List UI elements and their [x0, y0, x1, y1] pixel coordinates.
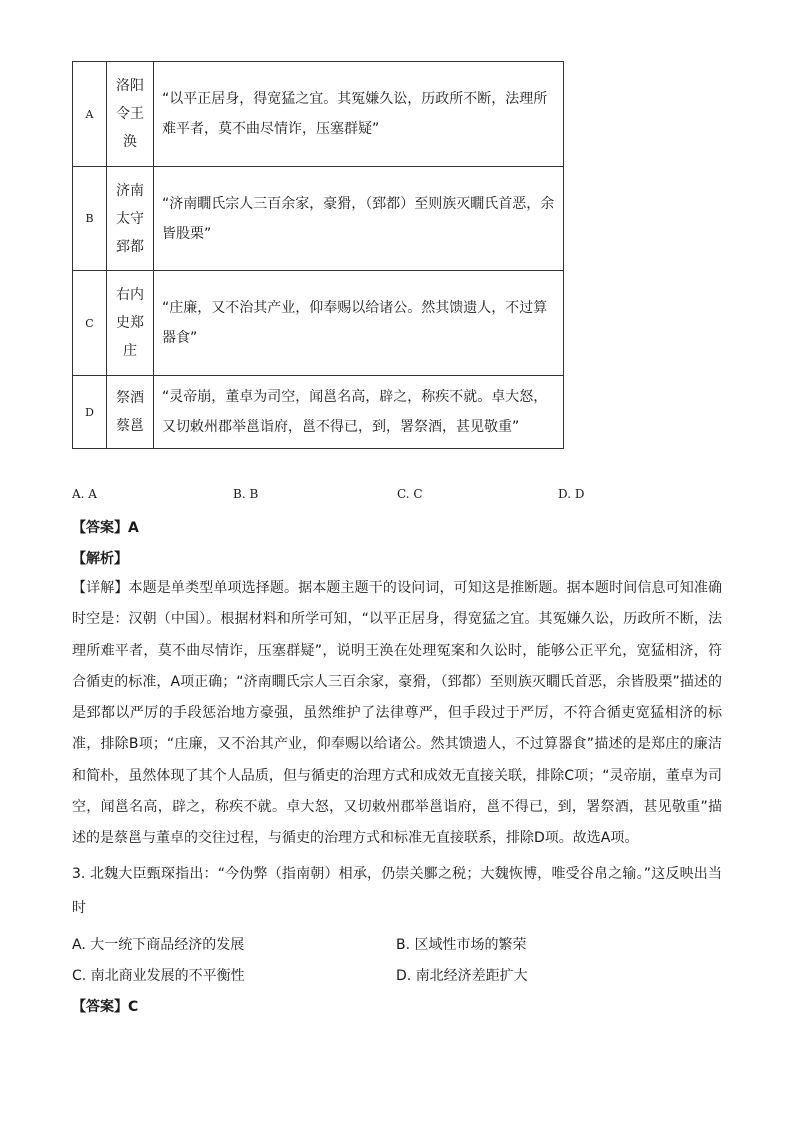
- options-table: [72, 61, 564, 449]
- quote-text: “庄廉，又不治其产业，仰奉赐以给诸公。然其馈遗人，不过算器食”: [154, 271, 564, 376]
- choice-a[interactable]: A. A: [72, 487, 97, 501]
- question-3-stem: 3. 北魏大臣甄琛指出：“今伪弊（指南朝）相承，仍崇关鄽之税；大魏恢博，唯受谷帛之输。”这反映出当时: [72, 866, 722, 916]
- q3-answer-label: 【答案】C: [72, 999, 139, 1015]
- official-name: 祭酒蔡邕: [116, 390, 144, 434]
- table-row: [73, 271, 564, 376]
- choice-b[interactable]: B. B: [233, 487, 259, 501]
- detail-paragraph: 【详解】本题是单类型单项选择题。据本题主题干的设问词，可知这是推断题。据本题时间信息可知准确时空是：汉朝（中国）。根据材料和所学可知，“以平正居身，得宽猛之宜。其冤嫌久讼，历政所不断，法理所难平者，莫不曲尽情诈，压塞群疑”，说明王涣在处理冤案和久讼时，能够公正平允，宽猛相济，符合循吏的标准，A项正确；“济南瞯氏宗人三百余家，豪猾，（郅都）至则族灭瞯氏首恶，余皆股栗”描述的是郅都以严厉的手段惩治地方豪强，虽然维护了法律尊严，但手段过于严厉，不符合循吏宽猛相济的标准，排除B项；“庄廉，又不治其产业，仰奉赐以给诸公。然其馈遗人，不过算器食”描述的是郑庄的廉洁和简朴，虽然体现了其个人品质，但与循吏的治理方式和成效无直接关联，排除C项；“灵帝崩，董卓为司空，闻邕名高，辟之，称疾不就。卓大怒，又切敕州郡举邕诣府，邕不得已，到，署祭酒，甚见敬重”描述的是蔡邕与董卓的交往过程，与循吏的治理方式和标准无直接联系，排除D项。故选A项。: [72, 580, 722, 847]
- q3-option-a[interactable]: A. 大一统下商品经济的发展: [72, 937, 245, 953]
- answer-label: 【答案】A: [72, 520, 139, 536]
- table-row: [73, 376, 564, 449]
- q3-option-b[interactable]: B. 区域性市场的繁荣: [396, 937, 527, 953]
- row-letter: C: [73, 271, 107, 376]
- table-row: [73, 167, 564, 271]
- q3-option-d[interactable]: D. 南北经济差距扩大: [396, 968, 528, 984]
- row-letter: B: [73, 167, 107, 271]
- official-name: 济南太守郅都: [116, 182, 144, 255]
- official-name: 右内史郑庄: [116, 287, 144, 359]
- row-letter: A: [73, 62, 107, 167]
- quote-text: “济南瞯氏宗人三百余家，豪猾，（郅都）至则族灭瞯氏首恶，余皆股栗”: [154, 167, 564, 271]
- quote-text: “以平正居身，得宽猛之宜。其冤嫌久讼，历政所不断，法理所难平者，莫不曲尽情诈，压塞群疑”: [154, 62, 564, 167]
- answer-choices: [72, 487, 672, 507]
- quote-text: “灵帝崩，董卓为司空，闻邕名高，辟之，称疾不就。卓大怒，又切敕州郡举邕诣府，邕不得已，到，署祭酒，甚见敬重”: [154, 376, 564, 449]
- q3-option-c[interactable]: C. 南北商业发展的不平衡性: [72, 968, 245, 984]
- choice-d[interactable]: D. D: [558, 487, 585, 501]
- analysis-label: 【解析】: [72, 551, 128, 567]
- row-letter: D: [73, 376, 107, 449]
- table-row: [73, 62, 564, 167]
- choice-c[interactable]: C. C: [397, 487, 423, 501]
- official-name: 洛阳令王涣: [116, 78, 144, 150]
